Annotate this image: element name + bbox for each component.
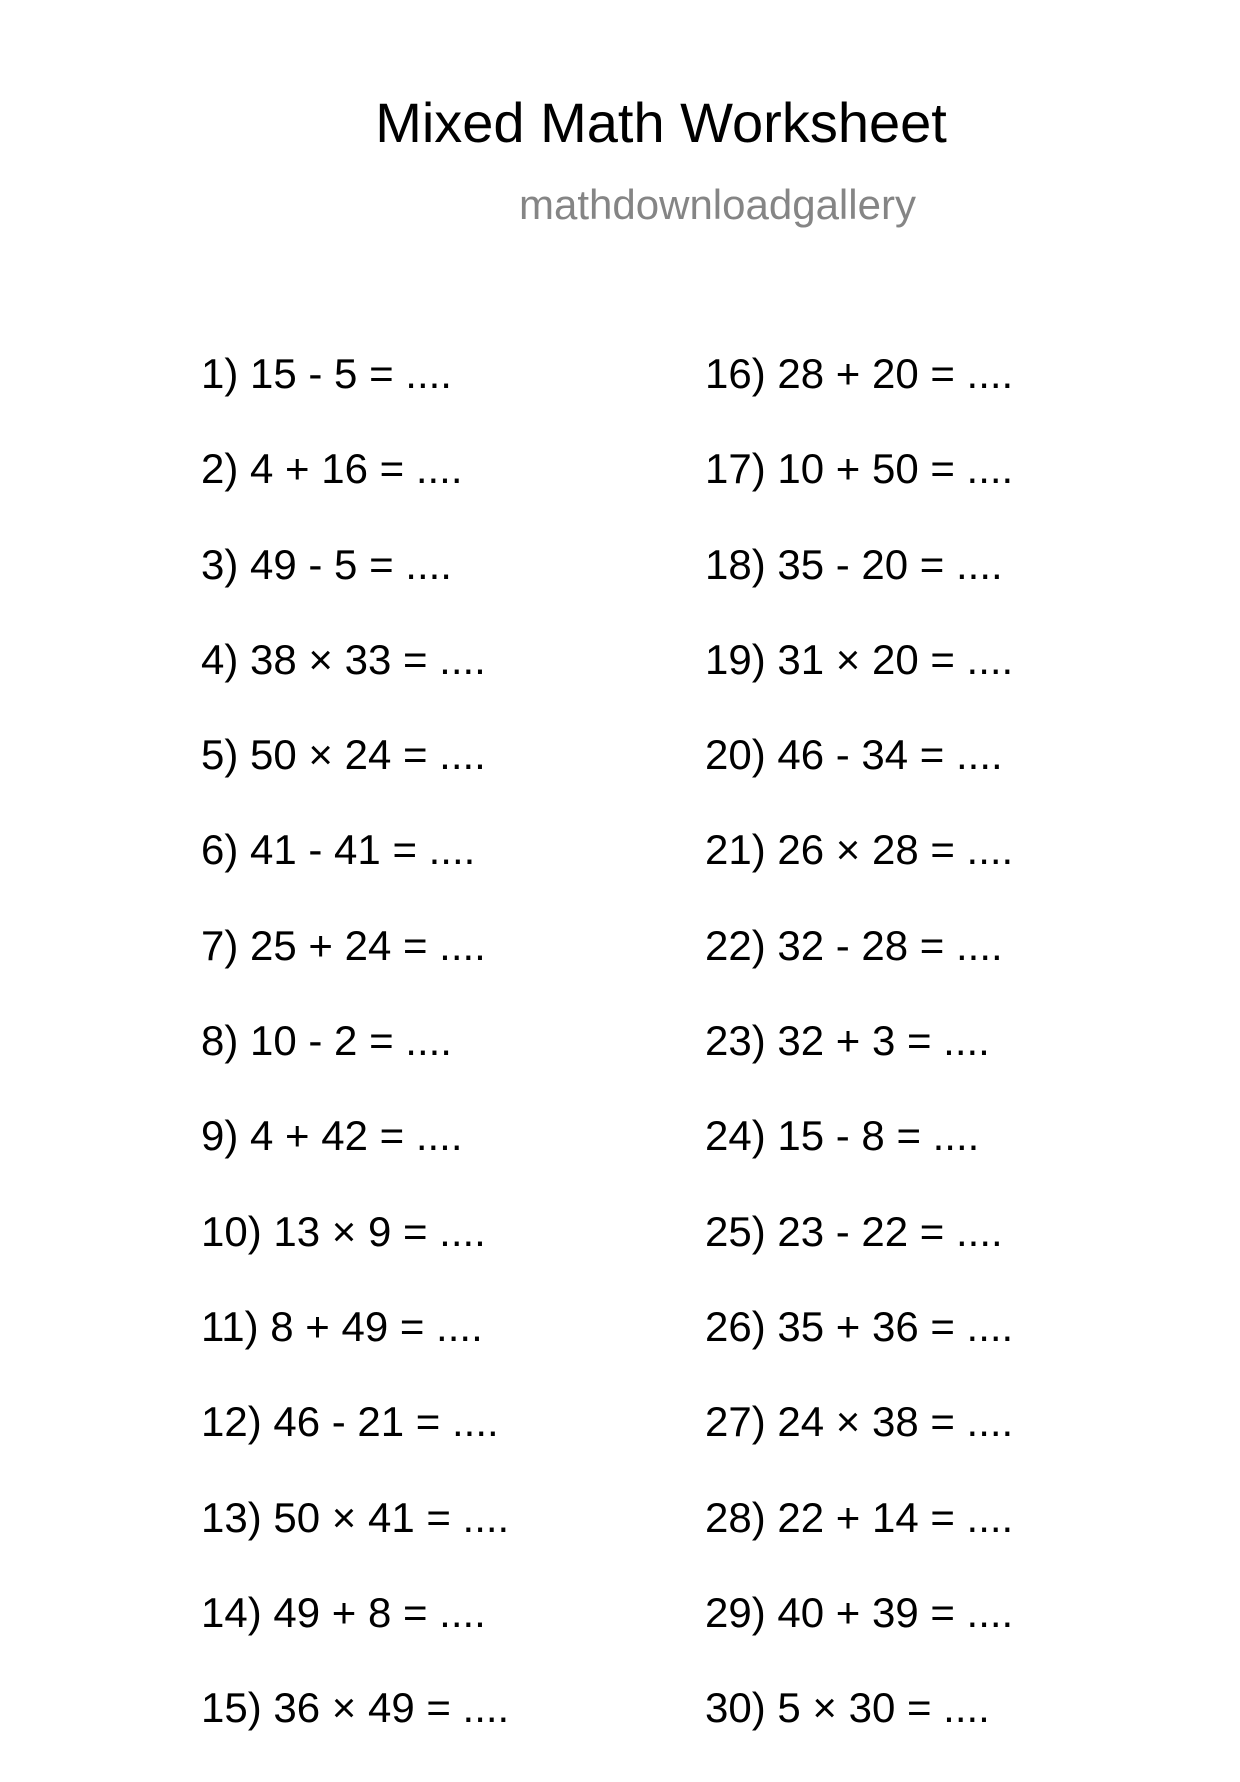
problem-item: 12) 46 - 21 = .... <box>201 1398 499 1446</box>
problem-item: 20) 46 - 34 = .... <box>705 731 1003 779</box>
problem-column-right <box>705 350 1014 1782</box>
problem-item: 29) 40 + 39 = .... <box>705 1588 1014 1636</box>
problem-item: 24) 15 - 8 = .... <box>705 1112 980 1160</box>
problem-item: 6) 41 - 41 = .... <box>201 826 476 874</box>
problem-column-left <box>201 350 510 1782</box>
problem-item: 26) 35 + 36 = .... <box>705 1302 1014 1350</box>
problem-item: 3) 49 - 5 = .... <box>201 540 452 588</box>
problem-item: 18) 35 - 20 = .... <box>705 540 1003 588</box>
worksheet-title: Mixed Math Worksheet <box>375 91 947 154</box>
problem-item: 4) 38 × 33 = .... <box>201 635 486 683</box>
problem-item: 22) 32 - 28 = .... <box>705 921 1003 969</box>
problem-item: 23) 32 + 3 = .... <box>705 1017 990 1065</box>
problem-item: 17) 10 + 50 = .... <box>705 445 1014 493</box>
problem-item: 28) 22 + 14 = .... <box>705 1493 1014 1541</box>
problem-item: 21) 26 × 28 = .... <box>705 826 1014 874</box>
problem-item: 5) 50 × 24 = .... <box>201 731 486 779</box>
problem-item: 9) 4 + 42 = .... <box>201 1112 463 1160</box>
problem-item: 14) 49 + 8 = .... <box>201 1588 486 1636</box>
problem-item: 7) 25 + 24 = .... <box>201 921 486 969</box>
problem-item: 15) 36 × 49 = .... <box>201 1684 510 1732</box>
problem-item: 30) 5 × 30 = .... <box>705 1684 990 1732</box>
problem-item: 25) 23 - 22 = .... <box>705 1207 1003 1255</box>
problem-item: 19) 31 × 20 = .... <box>705 635 1014 683</box>
problem-item: 13) 50 × 41 = .... <box>201 1493 510 1541</box>
problem-item: 2) 4 + 16 = .... <box>201 445 463 493</box>
problem-item: 10) 13 × 9 = .... <box>201 1207 486 1255</box>
problem-item: 1) 15 - 5 = .... <box>201 350 452 397</box>
problem-item: 8) 10 - 2 = .... <box>201 1017 452 1065</box>
problem-item: 11) 8 + 49 = .... <box>201 1302 483 1350</box>
problem-item: 27) 24 × 38 = .... <box>705 1398 1014 1446</box>
problem-item: 16) 28 + 20 = .... <box>705 350 1014 397</box>
worksheet-subtitle: mathdownloadgallery <box>519 181 916 228</box>
